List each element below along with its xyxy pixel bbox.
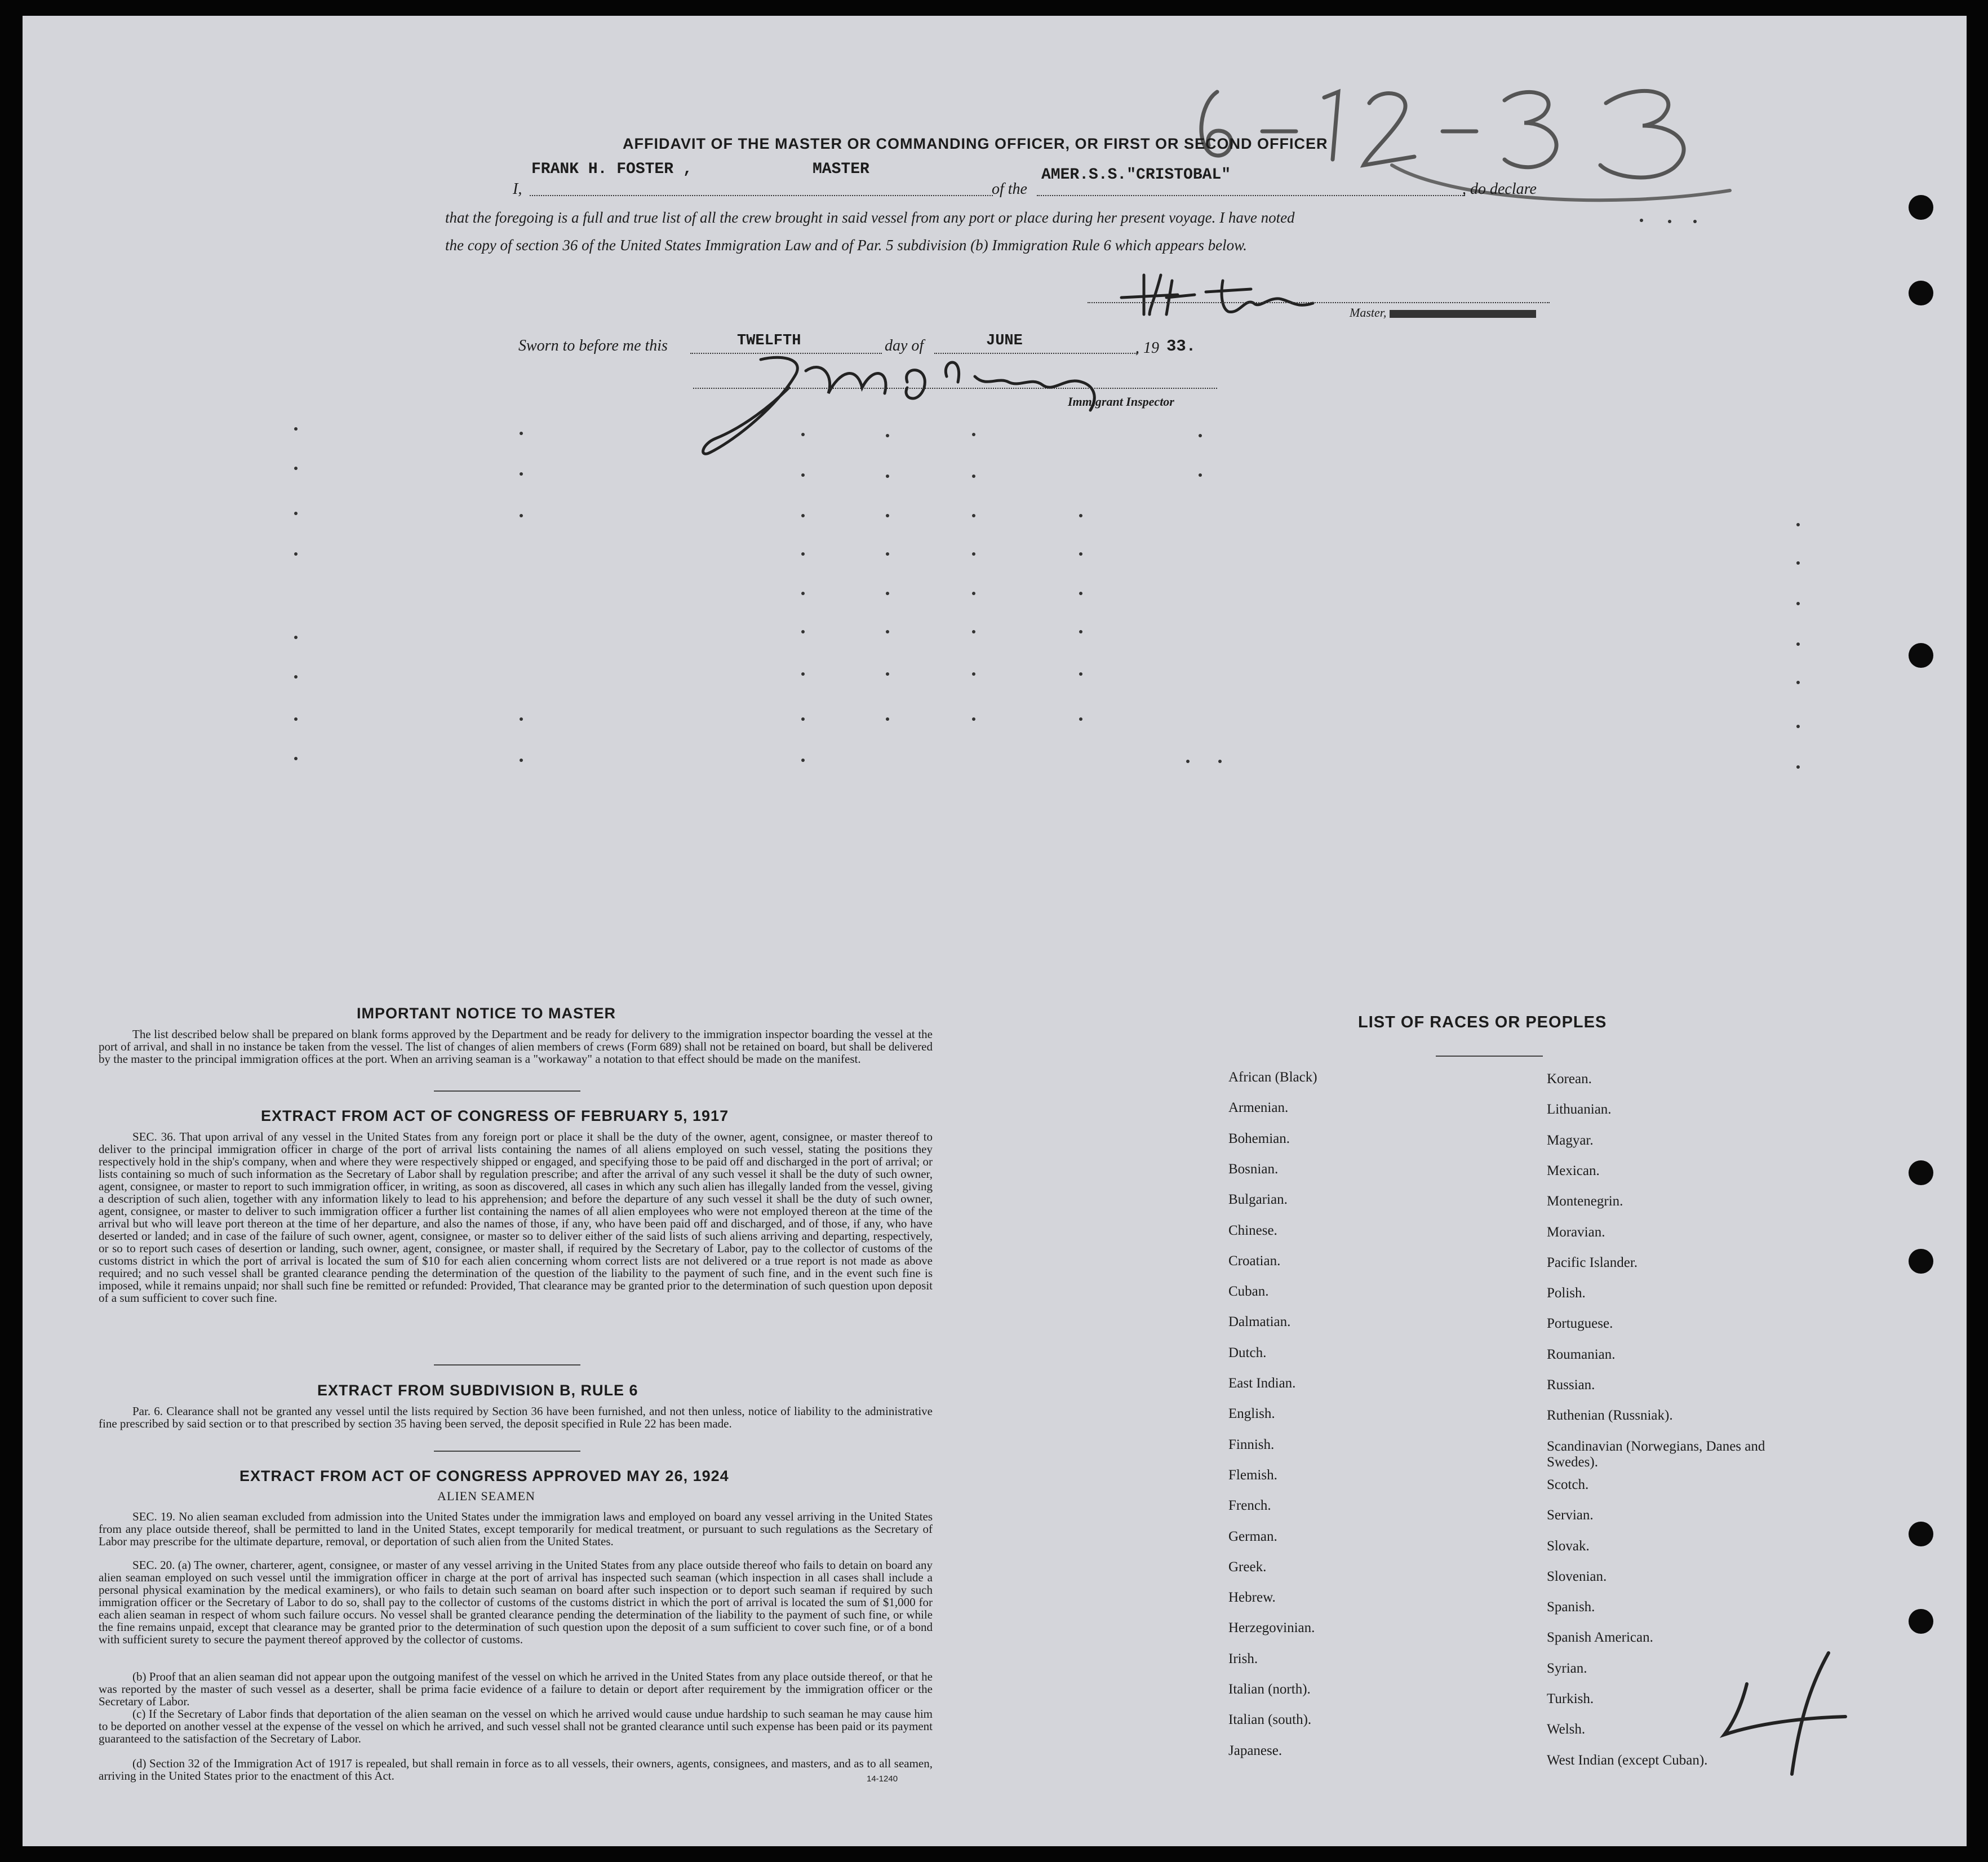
race-item: Scotch. [1547, 1477, 1589, 1492]
sworn-year: 33. [1166, 337, 1196, 356]
race-item: Armenian. [1228, 1100, 1289, 1116]
extract-1924-sec20c: (c) If the Secretary of Labor finds that deportation of the alien seaman on the vessel on which he arrived would cause undue hardship to such seaman he may cause him to be deported on another vessel at the expense of the vessel on which he arrived, and such vessel shall not be granted clearance until such expense has been paid or its payment guaranteed to the satisfaction of the Secretary of Labor. [99, 1707, 933, 1745]
divider [434, 1451, 580, 1452]
of-the-label: of the [992, 180, 1027, 198]
extract-rule6-body: Par. 6. Clearance shall not be granted any vessel until the lists required by Section 36 have been furnished, and not then unless, notice of liability to the administrative fine prescribed by said section or to that prescribed by section 35 having been served, the deposit specified in Rule 22 has been made. [99, 1404, 933, 1430]
race-item: Bosnian. [1228, 1161, 1279, 1177]
race-item: Bulgarian. [1228, 1192, 1288, 1208]
race-item: Servian. [1547, 1508, 1594, 1523]
race-item: West Indian (except Cuban). [1547, 1752, 1708, 1768]
master-signature-line [1088, 302, 1550, 303]
race-item: Ruthenian (Russniak). [1547, 1408, 1673, 1424]
race-item: Magyar. [1547, 1132, 1594, 1148]
extract-1924-sec20a: SEC. 20. (a) The owner, charterer, agent, consignee, or master of any vessel arriving in the United States from any place outside thereof who fails to detain on board any alien seaman employed on such vessel until the immigration officer in charge at the port of arrival has inspected such seaman (which inspection in all cases shall include a personal physical examination by the medical examiners), or who fails to detain such seaman on board after such inspection or to deport such seaman if required by such immigration officer or the Secretary of Labor to do so, shall pay to the collector of customs of the customs district in which the port of arrival is located the sum of $1,000 for each alien seaman in respect of whom such failure occurs. No vessel shall be granted clearance pending the determination of the liability to the payment of such fine, or while the fine remains unpaid, except that clearance may be granted prior to the determination of such question upon the deposit of a sum sufficient to cover such fine, or of a bond with sufficient surety to secure the payment thereof approved by the collector of customs. [99, 1558, 933, 1646]
affidavit-title: AFFIDAVIT OF THE MASTER OR COMMANDING OFFICER, OR FIRST OR SECOND OFFICER [623, 135, 1328, 152]
race-item: Japanese. [1228, 1743, 1283, 1758]
race-item: African (Black) [1228, 1070, 1317, 1085]
master-name: FRANK H. FOSTER , [531, 161, 693, 178]
master-signature-label: Master, [1350, 305, 1536, 320]
race-item: Bohemian. [1228, 1130, 1290, 1146]
document-page [23, 16, 1967, 1846]
race-item: Lithuanian. [1547, 1102, 1612, 1118]
race-item: Hebrew. [1228, 1590, 1276, 1606]
race-item: Mexican. [1547, 1163, 1600, 1178]
do-declare-label: , do declare [1462, 180, 1537, 198]
divider [434, 1090, 580, 1092]
inspector-signature-line [693, 388, 1217, 389]
race-item: Irish. [1228, 1651, 1258, 1666]
race-item: Italian (north). [1228, 1682, 1311, 1697]
extract-1924-sec20d: (d) Section 32 of the Immigration Act of 1917 is repealed, but shall remain in force as to all vessels, their owners, agents, consignees, and masters, and as to all seamen, arriving in the United States prior to the enactment of this Act. [99, 1757, 933, 1783]
master-signature [1110, 264, 1369, 326]
race-item: Roumanian. [1547, 1346, 1616, 1362]
race-item: French. [1228, 1498, 1271, 1514]
race-item: Spanish American. [1547, 1630, 1653, 1646]
race-item: Slovenian. [1547, 1568, 1607, 1584]
race-item: Italian (south). [1228, 1712, 1312, 1728]
race-item: Dutch. [1228, 1345, 1267, 1360]
i-label: I, [513, 180, 522, 198]
race-item: Chinese. [1228, 1222, 1277, 1238]
race-item: German. [1228, 1528, 1277, 1544]
race-item: Moravian. [1547, 1224, 1605, 1240]
sworn-day: TWELFTH [737, 333, 801, 349]
race-item: Montenegrin. [1547, 1194, 1623, 1209]
race-item: Croatian. [1228, 1253, 1281, 1269]
extract-1917-body: SEC. 36. That upon arrival of any vessel in the United States from any foreign port or place it shall be the duty of the owner, agent, consignee, or master thereof to deliver to the principal immigration officer in charge of the port of arrival lists containing the names of all aliens employed on such vessel, stating the positions they respectively hold in the ship's company, when and where they were respectively shipped or engaged, and specifying those to be paid off and discharged in the port of arrival; or lists containing so much of such information as the Secretary of Labor shall by regulation prescribe; and after the arrival of any such vessel it shall be the duty of such owner, agent, consignee, or master to report to such immigration officer, in writing, as soon as discovered, all cases in which any such alien has illegally landed from the vessel, giving a description of such alien, together with any information likely to lead to his apprehension; and before the departure of any such vessel it shall be the duty of such owner, agent, consignee, or master to deliver to such immigration officer a further list containing the names of all alien employees who were not employed thereon at the time of the arrival but who will leave port thereon at the time of her departure, and also the names of those, if any, who have been paid off and discharged, and of those, if any, who have deserted or landed; and in case of the failure of such owner, agent, consignee, or master so to deliver either of the said lists of such aliens arriving and departing, respectively, or so to report such cases of desertion or landing, such owner, agent, consignee, or master shall, if required by the Secretary of Labor, pay to the collector of customs of the customs district in which the port of arrival is located the sum of $10 for each alien concerning whom correct lists are not delivered or a true report is not made as above required; and no such vessel shall be granted clearance pending the determination of the question of the liability to the payment of such fine, and in the event such fine is imposed, while it remains unpaid; nor shall such fine be remitted or refunded: Provided, That clearance may be granted prior to the determination of such question upon deposit of a sum sufficient to cover such fine. [99, 1130, 933, 1305]
extract-rule6-title: EXTRACT FROM SUBDIVISION B, RULE 6 [317, 1382, 638, 1399]
divider [434, 1364, 580, 1366]
master-position: MASTER [813, 161, 869, 178]
extract-1924-sec20b: (b) Proof that an alien seaman did not appear upon the outgoing manifest of the vessel on which he arrived in the United States from any place outside thereof, or that he was reported by the master of such vessel as a deserter, shall be prima facie evidence of a failure to detain or deport after requirement by the immigration officer or the Secretary of Labor. [99, 1670, 933, 1708]
race-item: Polish. [1547, 1285, 1586, 1301]
vessel-line [1037, 195, 1465, 196]
notice-body: The list described below shall be prepared on blank forms approved by the Department and be ready for delivery to the immigration inspector boarding the vessel at the port of arrival, and shall in no instance be taken from the vessel. The list of changes of alien members of crews (Form 689) shall not be retained on board, but shall be delivered by the master to the principal immigration offices at the port. When an arriving seaman is a "workaway" a notation to that effect should be made on the manifest. [99, 1027, 933, 1066]
race-item: Finnish. [1228, 1437, 1275, 1452]
day-of-label: day of [885, 337, 924, 354]
race-item: Russian. [1547, 1377, 1595, 1393]
inspector-label: Immigrant Inspector [1068, 394, 1174, 409]
extract-1924-subtitle: ALIEN SEAMEN [437, 1489, 535, 1503]
race-item: English. [1228, 1406, 1275, 1422]
declaration-line-1: that the foregoing is a full and true list of all the crew brought in said vessel from any port or place during her present voyage. I have noted [445, 209, 1295, 226]
declaration-line-2: the copy of section 36 of the United States Immigration Law and of Par. 5 subdivision (b) Immigration Rule 6 which appears below. [445, 237, 1247, 254]
divider [1436, 1056, 1543, 1057]
race-item: Slovak. [1547, 1538, 1590, 1554]
extract-1924-title: EXTRACT FROM ACT OF CONGRESS APPROVED MAY 26, 1924 [239, 1468, 729, 1484]
race-item: Scandinavian (Norwegians, Danes and Swedes). [1547, 1438, 1765, 1470]
races-title: LIST OF RACES OR PEOPLES [1358, 1013, 1607, 1031]
race-item: Cuban. [1228, 1284, 1269, 1300]
race-item: Herzegovinian. [1228, 1620, 1315, 1636]
race-item: Spanish. [1547, 1599, 1595, 1615]
race-item: Flemish. [1228, 1467, 1277, 1483]
vessel-name: AMER.S.S."CRISTOBAL" [1041, 166, 1231, 184]
race-item: Korean. [1547, 1071, 1592, 1087]
notice-title: IMPORTANT NOTICE TO MASTER [357, 1005, 616, 1022]
race-item: Dalmatian. [1228, 1314, 1291, 1330]
year-prefix: , 19 [1135, 339, 1159, 357]
race-item: Turkish. [1547, 1691, 1594, 1706]
extract-1924-sec19: SEC. 19. No alien seaman excluded from admission into the United States under the immigration laws and employed on board any vessel arriving in the United States from any place outside thereof, shall be permitted to land in the United States, except temporarily for medical treatment, or pursuant to such regulations as the Secretary of Labor may prescribe for the ultimate departure, removal, or deportation of such alien from the United States. [99, 1510, 933, 1548]
race-item: Welsh. [1547, 1722, 1586, 1737]
handwritten-page-number [1707, 1644, 1854, 1780]
race-item: Portuguese. [1547, 1316, 1613, 1332]
extract-1917-title: EXTRACT FROM ACT OF CONGRESS OF FEBRUARY 5, 1917 [261, 1107, 729, 1124]
race-item: East Indian. [1228, 1376, 1296, 1391]
name-line [530, 195, 993, 196]
race-item: Greek. [1228, 1559, 1267, 1575]
race-item: Syrian. [1547, 1660, 1587, 1676]
race-item: Pacific Islander. [1547, 1254, 1638, 1270]
sworn-label: Sworn to before me this [518, 337, 668, 354]
form-number: 14-1240 [867, 1774, 898, 1784]
sworn-month: JUNE [986, 333, 1023, 349]
